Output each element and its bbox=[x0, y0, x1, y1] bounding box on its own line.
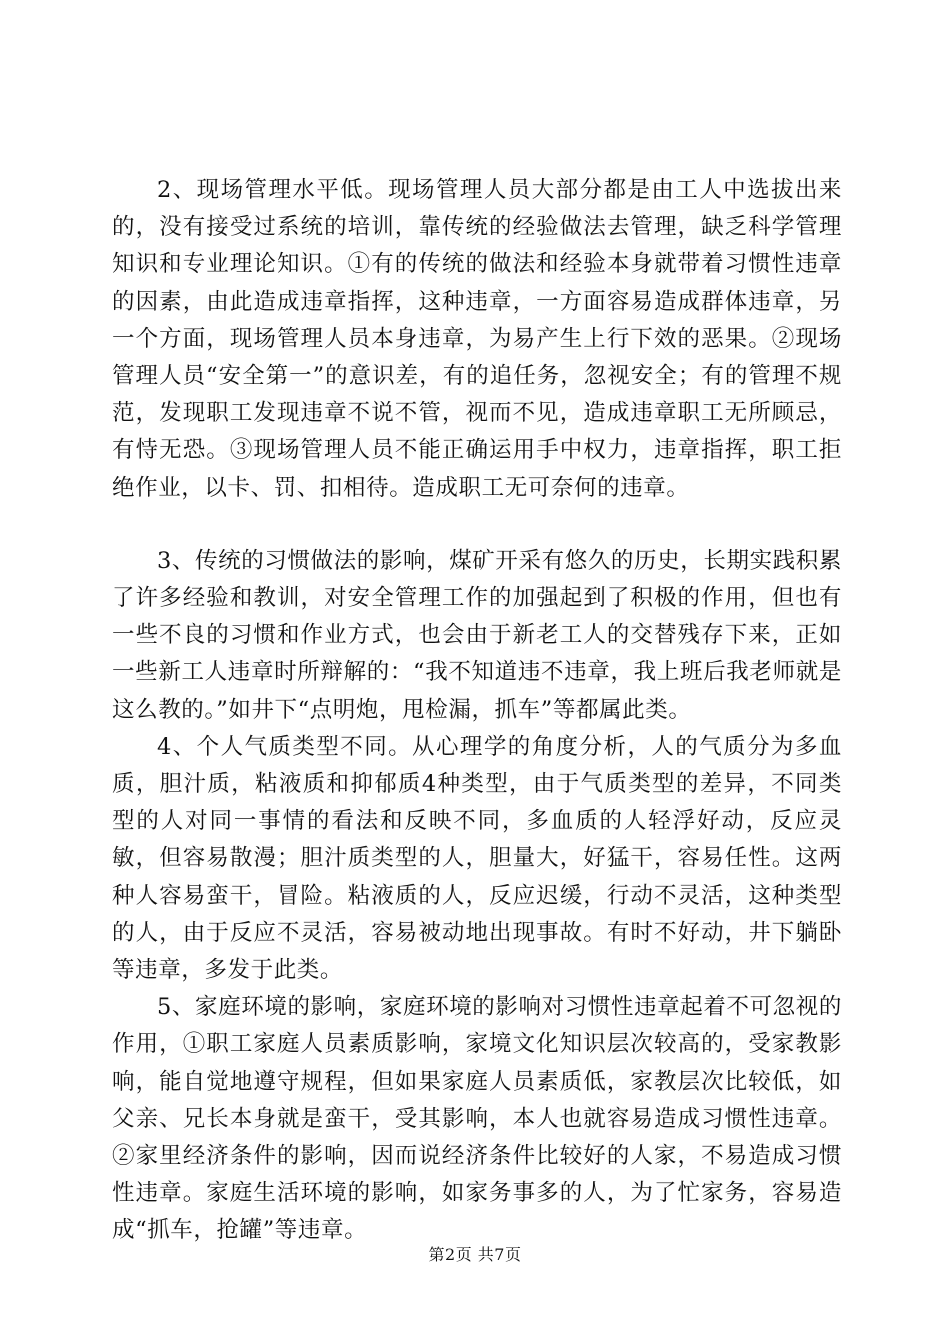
document-body bbox=[112, 172, 842, 1250]
page-number-footer: 第2页 共7页 bbox=[428, 1245, 522, 1264]
paragraph-3: 3、传统的习惯做法的影响，煤矿开采有悠久的历史，长期实践积累了许多经验和教训，对安全管理工作的加强起到了积极的作用，但也有一些不良的习惯和作业方式，也会由于新老工人的交替残存下来，正如一些新工人违章时所辩解的：“我不知道违不违章，我上班后我老师就是这么教的。”如井下“点明炮，甩检漏，抓车”等都属此类。 bbox=[112, 547, 842, 723]
paragraph-4: 4、个人气质类型不同。从心理学的角度分析，人的气质分为多血质，胆汁质，粘液质和抑郁质4种类型，由于气质类型的差异，不同类型的人对同一事情的看法和反映不同，多血质的人轻浮好动，反应灵敏，但容易散漫；胆汁质类型的人，胆量大，好猛干，容易任性。这两种人容易蛮干，冒险。粘液质的人，反应迟缓，行动不灵活，这种类型的人，由于反应不灵活，容易被动地出现事故。有时不好动，井下躺卧等违章，多发于此类。 bbox=[112, 733, 842, 984]
paragraph-2: 2、现场管理水平低。现场管理人员大部分都是由工人中选拔出来的，没有接受过系统的培训，靠传统的经验做法去管理，缺乏科学管理知识和专业理论知识。①有的传统的做法和经验本身就带着习惯性违章的因素，由此造成违章指挥，这种违章，一方面容易造成群体违章，另一个方面，现场管理人员本身违章，为易产生上行下效的恶果。②现场管理人员“安全第一”的意识差，有的追任务，忽视安全；有的管理不规范，发现职工发现违章不说不管，视而不见，造成违章职工无所顾忌，有恃无恐。③现场管理人员不能正确运用手中权力，违章指挥，职工拒绝作业，以卡、罚、扣相待。造成职工无可奈何的违章。 bbox=[112, 177, 842, 501]
paragraph-5: 5、家庭环境的影响，家庭环境的影响对习惯性违章起着不可忽视的作用，①职工家庭人员素质影响，家境文化知识层次较高的，受家教影响，能自觉地遵守规程，但如果家庭人员素质低，家教层次比较低，如父亲、兄长本身就是蛮干，受其影响，本人也就容易造成习惯性违章。②家里经济条件的影响，因而说经济条件比较好的人家，不易造成习惯性违章。家庭生活环境的影响，如家务事多的人，为了忙家务，容易造成“抓车，抢罐”等违章。 bbox=[112, 994, 842, 1244]
